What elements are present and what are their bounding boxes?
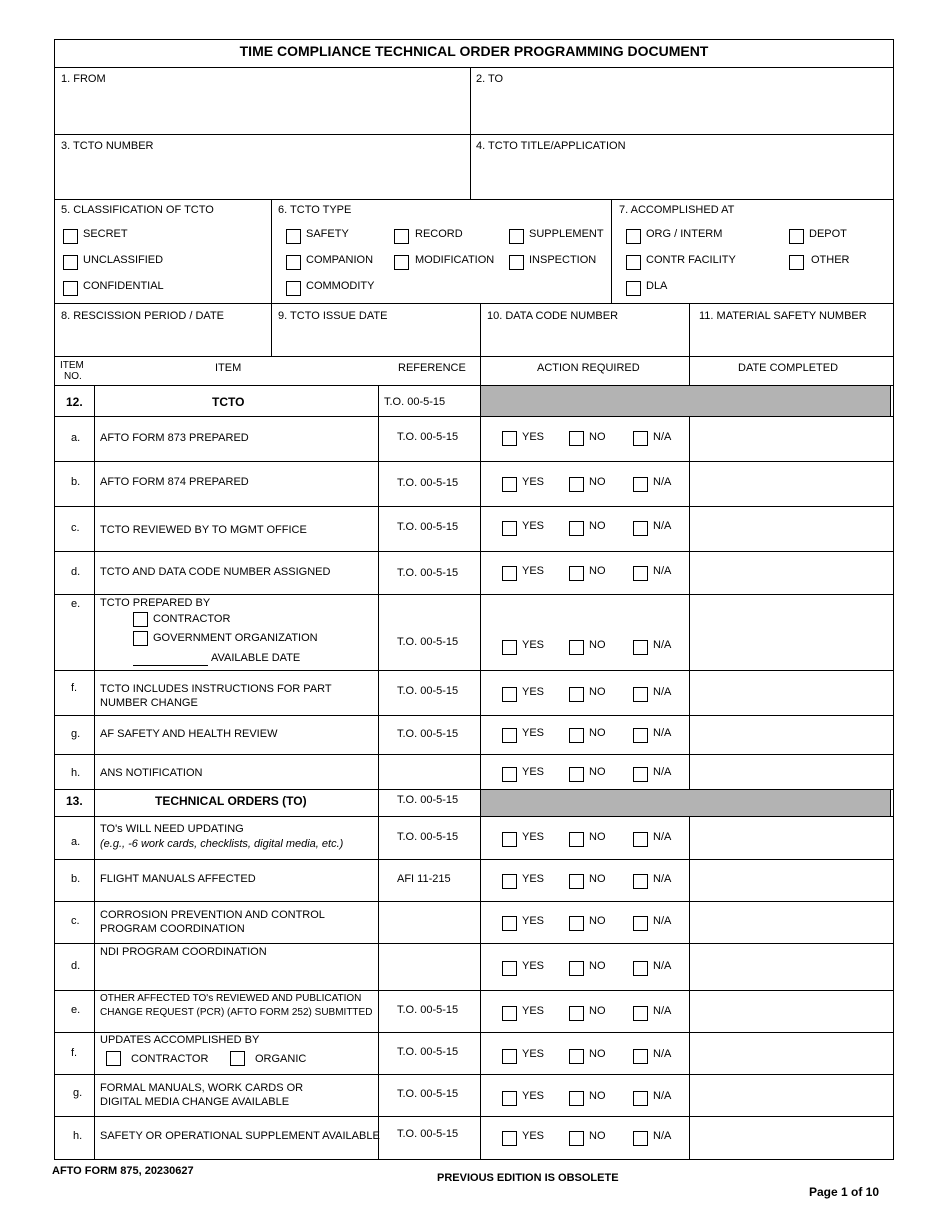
row13a-reference: T.O. 00-5-15 [397,831,459,843]
modification-label: MODIFICATION [415,254,495,266]
row12b-yes-label: YES [522,476,545,488]
row13h-date-field[interactable] [690,1117,893,1159]
section12-number: 12. [66,395,83,409]
row12a-reference: T.O. 00-5-15 [397,431,459,443]
row13c-no-checkbox[interactable] [569,916,584,931]
row13h-na-label: N/A [653,1130,672,1142]
row13a-item2: (e.g., -6 work cards, checklists, digital media, etc.) [100,838,344,850]
row12d-letter: d. [71,566,81,578]
tcto-type-label: 6. TCTO TYPE [278,204,352,216]
row12e-government-label: GOVERNMENT ORGANIZATION [153,632,318,644]
row12c-na-checkbox[interactable] [633,521,648,536]
row13e-item: OTHER AFFECTED TO's REVIEWED AND PUBLICATION [100,993,362,1004]
header-item: ITEM [215,362,242,374]
row13g-no-checkbox[interactable] [569,1091,584,1106]
material-safety-field[interactable] [690,325,893,355]
from-field[interactable] [55,88,469,133]
row13c-date-field[interactable] [690,902,893,943]
contr-facility-checkbox[interactable] [626,255,641,270]
row13d-na-checkbox[interactable] [633,961,648,976]
section13-number: 13. [66,794,83,808]
row12a-letter: a. [71,432,81,444]
row12a-na-checkbox[interactable] [633,431,648,446]
section13-reference: T.O. 00-5-15 [397,794,459,806]
row13f-contractor-label: CONTRACTOR [131,1053,209,1065]
inspection-label: INSPECTION [529,254,597,266]
tcto-number-field[interactable] [55,155,469,198]
row12f-date-field[interactable] [690,671,893,715]
row13f-na-checkbox[interactable] [633,1049,648,1064]
row12g-na-label: N/A [653,727,672,739]
row12e-contractor-checkbox[interactable] [133,612,148,627]
row13g-item2: DIGITAL MEDIA CHANGE AVAILABLE [100,1096,290,1108]
row13a-letter: a. [71,836,81,848]
row12d-na-label: N/A [653,565,672,577]
issue-date-label: 9. TCTO ISSUE DATE [278,310,388,322]
row13d-no-label: NO [589,960,606,972]
row12c-letter: c. [71,522,80,534]
section13-shade [481,790,890,816]
row13d-item: NDI PROGRAM COORDINATION [100,946,267,958]
row13h-letter: h. [73,1130,83,1142]
row13e-item2: CHANGE REQUEST (PCR) (AFTO FORM 252) SUBMITTED [100,1007,373,1018]
row13f-na-label: N/A [653,1048,672,1060]
row12h-no-checkbox[interactable] [569,767,584,782]
classification-label: 5. CLASSIFICATION OF TCTO [61,204,214,216]
row12e-available-date-line[interactable] [133,665,208,666]
row12g-date-field[interactable] [690,716,893,754]
dla-checkbox[interactable] [626,281,641,296]
row12f-letter: f. [71,682,78,694]
row12h-yes-label: YES [522,766,545,778]
row13h-item: SAFETY OR OPERATIONAL SUPPLEMENT AVAILABLE [100,1130,380,1142]
row13f-organic-label: ORGANIC [255,1053,307,1065]
row13e-na-label: N/A [653,1005,672,1017]
row13e-no-label: NO [589,1005,606,1017]
section13-title: TECHNICAL ORDERS (TO) [155,794,307,808]
row13h-no-label: NO [589,1130,606,1142]
safety-label: SAFETY [306,228,349,240]
row12d-date-field[interactable] [690,552,893,594]
row13h-reference: T.O. 00-5-15 [397,1128,459,1140]
row12f-item: TCTO INCLUDES INSTRUCTIONS FOR PART [100,683,332,695]
row13g-yes-checkbox[interactable] [502,1091,517,1106]
row13f-no-label: NO [589,1048,606,1060]
row13d-letter: d. [71,960,81,972]
contr-facility-label: CONTR FACILITY [646,254,736,266]
row12e-date-field[interactable] [690,595,893,670]
header-reference: REFERENCE [398,362,466,374]
row13b-no-checkbox[interactable] [569,874,584,889]
row13c-item2: PROGRAM COORDINATION [100,923,245,935]
row12a-item: AFTO FORM 873 PREPARED [100,432,249,444]
companion-checkbox[interactable] [286,255,301,270]
row13g-na-label: N/A [653,1090,672,1102]
row13b-no-label: NO [589,873,606,885]
row12g-yes-label: YES [522,727,545,739]
row12a-yes-label: YES [522,431,545,443]
row12g-reference: T.O. 00-5-15 [397,728,459,740]
row12e-yes-label: YES [522,639,545,651]
row13f-yes-label: YES [522,1048,545,1060]
row12e-letter: e. [71,598,81,610]
other-label: OTHER [811,254,850,266]
row13f-contractor-checkbox[interactable] [106,1051,121,1066]
row12f-na-label: N/A [653,686,672,698]
section12-shade [481,386,890,416]
row13e-no-checkbox[interactable] [569,1006,584,1021]
row12g-no-label: NO [589,727,606,739]
row13h-no-checkbox[interactable] [569,1131,584,1146]
row13g-item: FORMAL MANUALS, WORK CARDS OR [100,1082,304,1094]
row12a-yes-checkbox[interactable] [502,431,517,446]
row12d-yes-checkbox[interactable] [502,566,517,581]
row13h-yes-checkbox[interactable] [502,1131,517,1146]
row13b-yes-checkbox[interactable] [502,874,517,889]
row13a-no-checkbox[interactable] [569,832,584,847]
row13b-item: FLIGHT MANUALS AFFECTED [100,873,256,885]
form-title: TIME COMPLIANCE TECHNICAL ORDER PROGRAMMING DOCUMENT [239,43,709,59]
to-field[interactable] [471,88,893,133]
row12g-na-checkbox[interactable] [633,728,648,743]
commodity-checkbox[interactable] [286,281,301,296]
row12b-reference: T.O. 00-5-15 [397,477,459,489]
depot-label: DEPOT [809,228,847,240]
row13f-letter: f. [71,1047,78,1059]
header-date-completed: DATE COMPLETED [738,362,839,374]
row12e-contractor-label: CONTRACTOR [153,613,231,625]
row12e-na-label: N/A [653,639,672,651]
row12c-yes-checkbox[interactable] [502,521,517,536]
row12g-no-checkbox[interactable] [569,728,584,743]
unclassified-checkbox[interactable] [63,255,78,270]
footer-page-number: Page 1 of 10 [809,1185,880,1199]
row13f-no-checkbox[interactable] [569,1049,584,1064]
row12h-yes-checkbox[interactable] [502,767,517,782]
row12f-yes-checkbox[interactable] [502,687,517,702]
row13a-yes-checkbox[interactable] [502,832,517,847]
row13b-yes-label: YES [522,873,545,885]
row13b-date-field[interactable] [690,860,893,901]
row13g-no-label: NO [589,1090,606,1102]
row12c-yes-label: YES [522,520,545,532]
row12b-no-label: NO [589,476,606,488]
row13b-na-label: N/A [653,873,672,885]
row13e-letter: e. [71,1004,81,1016]
row12e-available-date-label: AVAILABLE DATE [211,652,301,664]
modification-checkbox[interactable] [394,255,409,270]
companion-label: COMPANION [306,254,374,266]
row12a-date-field[interactable] [690,417,893,461]
inspection-checkbox[interactable] [509,255,524,270]
rescission-label: 8. RESCISSION PERIOD / DATE [61,310,224,322]
row12f-reference: T.O. 00-5-15 [397,685,459,697]
accomplished-at-label: 7. ACCOMPLISHED AT [619,204,735,216]
row13c-no-label: NO [589,915,606,927]
row13g-reference: T.O. 00-5-15 [397,1088,459,1100]
supplement-checkbox[interactable] [509,229,524,244]
dla-label: DLA [646,280,668,292]
row13d-yes-label: YES [522,960,545,972]
tcto-number-label: 3. TCTO NUMBER [61,140,154,152]
row13a-na-label: N/A [653,831,672,843]
row13e-date-field[interactable] [690,991,893,1032]
row12c-no-checkbox[interactable] [569,521,584,536]
row13a-na-checkbox[interactable] [633,832,648,847]
unclassified-label: UNCLASSIFIED [83,254,164,266]
row12h-na-label: N/A [653,766,672,778]
row12e-item: TCTO PREPARED BY [100,597,211,609]
row12f-no-label: NO [589,686,606,698]
header-action: ACTION REQUIRED [537,362,640,374]
row13f-organic-checkbox[interactable] [230,1051,245,1066]
header-item-no-1: ITEM [60,360,84,371]
row12b-date-field[interactable] [690,462,893,506]
row13b-na-checkbox[interactable] [633,874,648,889]
row12c-no-label: NO [589,520,606,532]
row12a-na-label: N/A [653,431,672,443]
row12b-no-checkbox[interactable] [569,477,584,492]
row13d-no-checkbox[interactable] [569,961,584,976]
footer-previous-edition: PREVIOUS EDITION IS OBSOLETE [437,1172,619,1184]
header-item-no-2: NO. [64,371,82,382]
issue-date-field[interactable] [272,325,479,355]
material-safety-label: 11. MATERIAL SAFETY NUMBER [699,310,867,322]
row12a-no-checkbox[interactable] [569,431,584,446]
row12c-item: TCTO REVIEWED BY TO MGMT OFFICE [100,524,307,536]
row12h-letter: h. [71,767,81,779]
secret-checkbox[interactable] [63,229,78,244]
row12e-reference: T.O. 00-5-15 [397,636,459,648]
row13f-item: UPDATES ACCOMPLISHED BY [100,1034,260,1046]
row12d-na-checkbox[interactable] [633,566,648,581]
row13c-na-label: N/A [653,915,672,927]
row12h-no-label: NO [589,766,606,778]
row12c-na-label: N/A [653,520,672,532]
safety-checkbox[interactable] [286,229,301,244]
row12d-yes-label: YES [522,565,545,577]
row12f-na-checkbox[interactable] [633,687,648,702]
row13f-date-field[interactable] [690,1033,893,1074]
row13a-yes-label: YES [522,831,545,843]
row13e-na-checkbox[interactable] [633,1006,648,1021]
row13e-reference: T.O. 00-5-15 [397,1004,459,1016]
row13h-na-checkbox[interactable] [633,1131,648,1146]
row12b-na-checkbox[interactable] [633,477,648,492]
row13g-na-checkbox[interactable] [633,1091,648,1106]
row13a-item: TO's WILL NEED UPDATING [100,823,244,835]
row12f-no-checkbox[interactable] [569,687,584,702]
record-checkbox[interactable] [394,229,409,244]
section12-title: TCTO [212,395,245,409]
row12e-na-checkbox[interactable] [633,640,648,655]
org-interm-label: ORG / INTERM [646,228,723,240]
row13d-yes-checkbox[interactable] [502,961,517,976]
row12c-reference: T.O. 00-5-15 [397,521,459,533]
row13c-letter: c. [71,915,80,927]
row12b-letter: b. [71,476,81,488]
secret-label: SECRET [83,228,128,240]
row12h-date-field[interactable] [690,755,893,789]
org-interm-checkbox[interactable] [626,229,641,244]
row13g-yes-label: YES [522,1090,545,1102]
footer-form-number: AFTO FORM 875, 20230627 [52,1165,194,1177]
row12e-no-label: NO [589,639,606,651]
row12e-yes-checkbox[interactable] [502,640,517,655]
rescission-field[interactable] [55,325,270,355]
row13a-date-field[interactable] [690,817,893,859]
row12f-item2: NUMBER CHANGE [100,697,198,709]
row12g-yes-checkbox[interactable] [502,728,517,743]
row13e-yes-checkbox[interactable] [502,1006,517,1021]
row12a-no-label: NO [589,431,606,443]
row12g-item: AF SAFETY AND HEALTH REVIEW [100,728,278,740]
tcto-title-label: 4. TCTO TITLE/APPLICATION [476,140,626,152]
row12h-na-checkbox[interactable] [633,767,648,782]
supplement-label: SUPPLEMENT [529,228,604,240]
row13c-yes-label: YES [522,915,545,927]
row13c-yes-checkbox[interactable] [502,916,517,931]
row12d-no-checkbox[interactable] [569,566,584,581]
depot-checkbox[interactable] [789,229,804,244]
row13d-na-label: N/A [653,960,672,972]
commodity-label: COMMODITY [306,280,375,292]
row12d-reference: T.O. 00-5-15 [397,567,459,579]
row12h-item: ANS NOTIFICATION [100,767,203,779]
row13g-letter: g. [73,1087,83,1099]
row13e-yes-label: YES [522,1005,545,1017]
row12b-yes-checkbox[interactable] [502,477,517,492]
row12e-government-checkbox[interactable] [133,631,148,646]
row13h-yes-label: YES [522,1130,545,1142]
row12g-letter: g. [71,728,81,740]
row13c-na-checkbox[interactable] [633,916,648,931]
row13f-yes-checkbox[interactable] [502,1049,517,1064]
row13f-reference: T.O. 00-5-15 [397,1046,459,1058]
other-checkbox[interactable] [789,255,804,270]
data-code-field[interactable] [481,325,688,355]
row13a-no-label: NO [589,831,606,843]
confidential-label: CONFIDENTIAL [83,280,164,292]
row12b-na-label: N/A [653,476,672,488]
to-label: 2. TO [476,73,504,85]
tcto-title-field[interactable] [471,155,893,198]
row12c-date-field[interactable] [690,507,893,551]
row12e-no-checkbox[interactable] [569,640,584,655]
row12b-item: AFTO FORM 874 PREPARED [100,476,249,488]
section12-reference: T.O. 00-5-15 [384,396,446,408]
row13c-item: CORROSION PREVENTION AND CONTROL [100,909,325,921]
row12d-item: TCTO AND DATA CODE NUMBER ASSIGNED [100,566,331,578]
from-label: 1. FROM [61,73,106,85]
data-code-label: 10. DATA CODE NUMBER [487,310,619,322]
confidential-checkbox[interactable] [63,281,78,296]
row13d-date-field[interactable] [690,944,893,990]
row13b-reference: AFI 11-215 [397,873,451,885]
row13b-letter: b. [71,873,81,885]
row12f-yes-label: YES [522,686,545,698]
record-label: RECORD [415,228,463,240]
row13g-date-field[interactable] [690,1075,893,1116]
row12d-no-label: NO [589,565,606,577]
